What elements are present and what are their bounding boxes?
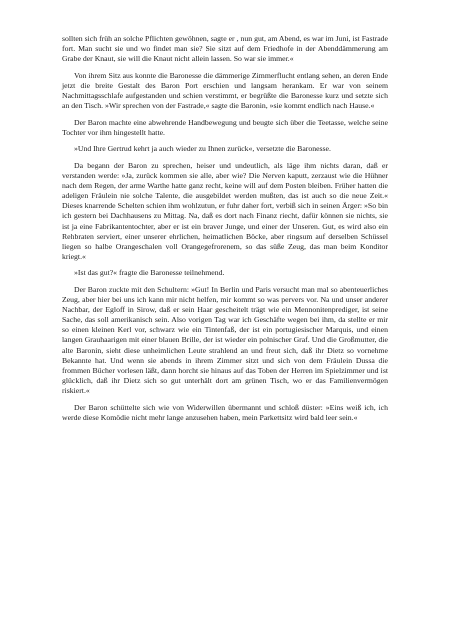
- paragraph: Da begann der Baron zu sprechen, heiser und undeutlich, als läge ihm nichts daran, daß er verstanden werde: »Ja, zurück kommen sie alle, aber wie? Die Nerven kaputt, zerzaust wie die Hühner nach dem Regen, der arme Warthe hatte ganz recht, keine will auf dem Posten bleiben. Früher hatten die adeligen Fräulein nie solche Talente, die ausgebildet werden mußten, das ist auch so die neue Zeit.« Dieses knarrende Schelten schien ihm wohlzutun, er fuhr daher fort, verbiß sich in seinen Ärger: »So bin ich gestern bei Dachhausens zu Mittag. Na, daß es dort nach Finanz riecht, dafür können sie nichts, sie ist ja eine Fabrikantentochter, aber er ist ein braver Junge, und einer der Unseren. Gut, es wird also ein Rehbraten serviert, einer unserer ehrlichen, heimatlichen Böcke, aber ringsum auf derselben Schüssel liegen so halbe Orangeschalen voll Orangegefrorenem, so das süße Zeug, das man beim Konditor kriegt.«: [62, 160, 388, 261]
- paragraph: sollten sich früh an solche Pflichten gewöhnen, sagte er , nun gut, am Abend, es war im Juni, ist Fastrade fort. Man sucht sie und wo findet man sie? Sie sitzt auf dem Friedhofe in der Abenddämmerung am Grabe der Knaut, sie will die Knaut nicht allein lassen. So war sie immer.«: [62, 34, 388, 64]
- paragraph: »Und Ihre Gertrud kehrt ja auch wieder zu Ihnen zurück«, versetzte die Baronesse.: [74, 144, 331, 154]
- paragraph: »Ist das gut?« fragte die Baronesse teilnehmend.: [74, 268, 225, 278]
- paragraph: Der Baron zuckte mit den Schultern: »Gut! In Berlin und Paris versucht man mal so abenteuerliches Zeug, aber hier bei uns ich kann mir nicht helfen, mir kommt so was pervers vor. Na und unser anderer Nachbar, der Egloff in Sirow, daß er sein Haar gescheitelt trägt wie ein Mennonitenprediger, ist seine Sache, das soll amerikanisch sein. Also vorigen Tag war ich Geschäfte wegen bei ihm, da stellte er mir so einen kleinen Kerl vor, schwarz wie ein Tintenfaß, der ist ein portugiesischer Marquis, und einen langen Grauhaarigen mit einer blauen Brille, der ist wieder ein polnischer Graf. Und die Großmutter, die alte Baronin, sieht diese unheimlichen Leute strahlend an und freut sich, daß ihr Dietz so vornehme Bekannte hat. Und wenn sie abends in ihrem Zimmer sitzt und sich von dem Fräulein Dussa die frommen Bücher vorlesen läßt, dann horcht sie hinaus auf das Toben der Herren im Spielzimmer und ist glücklich, daß ihr Dietz sich so gut unterhält dort am grünen Tisch, wo er das Familienvermögen riskiert.«: [62, 284, 388, 395]
- paragraph: Der Baron machte eine abwehrende Handbewegung und beugte sich über die Teetasse, welche seine Tochter vor ihm hingestellt hatte.: [62, 117, 388, 137]
- paragraph: Der Baron schüttelte sich wie von Widerwillen übermannt und schloß düster: »Eins weiß ich, ich werde diese Komödie nicht mehr lange anzusehen haben, mein Parkettsitz wird bald leer sein.«: [62, 402, 388, 422]
- paragraph: Von ihrem Sitz aus konnte die Baronesse die dämmerige Zimmerflucht entlang sehen, an deren Ende jetzt die breite Gestalt des Baron Port erschien und langsam herankam. Er war von seinem Nachmittagsschlafe aufgestanden und schien verstimmt, er begrüßte die Baronesse kurz und setzte sich an den Tisch. »Wir sprechen von der Fastrade,« sagte die Baronin, »sie kommt endlich nach Hause.«: [62, 70, 388, 111]
